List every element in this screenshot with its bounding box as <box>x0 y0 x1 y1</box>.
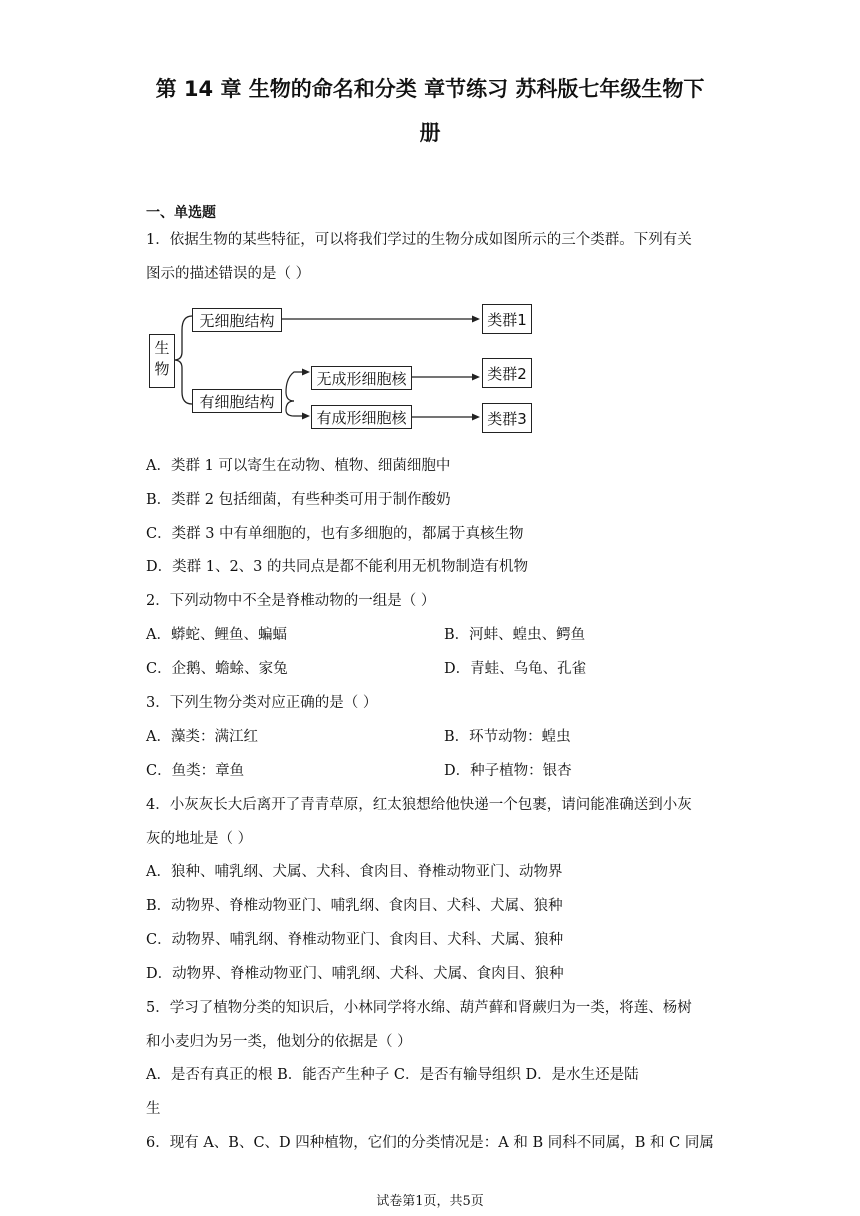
q1-option-a: A．类群 1 可以寄生在动物、植物、细菌细胞中 <box>146 458 451 474</box>
cell-brace-upper <box>286 372 302 401</box>
q4-stem-line2: 灰的地址是（ ） <box>146 831 253 847</box>
page-footer: 试卷第1页，共5页 <box>376 1194 484 1209</box>
section-heading: 一、单选题 <box>146 205 216 221</box>
q5-options-line2: 生 <box>146 1101 161 1117</box>
arrowhead-has-nucleus <box>302 413 310 420</box>
q4-option-d: D．动物界、脊椎动物亚门、哺乳纲、犬科、犬属、食肉目、狼种 <box>146 966 564 982</box>
q3-stem: 3．下列生物分类对应正确的是（ ） <box>146 695 378 711</box>
q4-stem-line1: 4．小灰灰长大后离开了青青草原，红太狼想给他快递一个包裹，请问能准确送到小灰 <box>146 797 692 813</box>
page-title-line2: 册 <box>419 121 441 145</box>
q5-options-line1: A．是否有真正的根 B．能否产生种子 C．是否有输导组织 D．是水生还是陆 <box>146 1067 639 1083</box>
q1-option-d: D．类群 1、2、3 的共同点是都不能利用无机物制造有机物 <box>146 559 529 575</box>
q2-option-a: A．蟒蛇、鲤鱼、蝙蝠 <box>146 627 287 643</box>
q1-stem-line2: 图示的描述错误的是（ ） <box>146 266 311 282</box>
page-title-line1: 第 14 章 生物的命名和分类 章节练习 苏科版七年级生物下 <box>155 77 705 101</box>
q2-option-b: B．河蚌、蝗虫、鳄鱼 <box>444 627 586 643</box>
q1-stem-line1: 1．依据生物的某些特征，可以将我们学过的生物分成如图所示的三个类群。下列有关 <box>146 232 692 248</box>
no-nucleus-box: 无成形细胞核 <box>311 366 412 390</box>
q4-option-c: C．动物界、哺乳纲、脊椎动物亚门、食肉目、犬科、犬属、狼种 <box>146 932 564 948</box>
q3-option-c: C．鱼类：章鱼 <box>146 763 245 779</box>
group1-box: 类群1 <box>482 304 532 334</box>
arrowhead-group3 <box>472 414 480 421</box>
group2-box: 类群2 <box>482 358 532 388</box>
has-cell-structure-box: 有细胞结构 <box>192 389 282 413</box>
q1-option-b: B．类群 2 包括细菌，有些种类可用于制作酸奶 <box>146 492 451 508</box>
has-nucleus-box: 有成形细胞核 <box>311 405 412 429</box>
group3-box: 类群3 <box>482 403 532 433</box>
q2-option-d: D．青蛙、乌龟、孔雀 <box>444 661 587 677</box>
q3-option-a: A．藻类：满江红 <box>146 729 258 745</box>
q5-stem-line1: 5．学习了植物分类的知识后，小林同学将水绵、葫芦藓和肾蕨归为一类，将莲、杨树 <box>146 1000 692 1016</box>
root-brace <box>174 316 192 404</box>
q2-stem: 2．下列动物中不全是脊椎动物的一组是（ ） <box>146 593 436 609</box>
classification-diagram <box>146 300 546 440</box>
q6-stem-line1: 6．现有 A、B、C、D 四种植物，它们的分类情况是：A 和 B 同科不同属，B 和 C 同属 <box>146 1135 714 1151</box>
q3-option-b: B．环节动物：蝗虫 <box>444 729 571 745</box>
root-box: 生物 <box>149 334 175 388</box>
cell-brace-lower <box>286 401 302 416</box>
q1-option-c: C．类群 3 中有单细胞的，也有多细胞的，都属于真核生物 <box>146 526 524 542</box>
q4-option-b: B．动物界、脊椎动物亚门、哺乳纲、食肉目、犬科、犬属、狼种 <box>146 898 563 914</box>
arrowhead-no-nucleus <box>302 369 310 376</box>
arrowhead-group1 <box>472 316 480 323</box>
no-cell-structure-box: 无细胞结构 <box>192 308 282 332</box>
q3-option-d: D．种子植物：银杏 <box>444 763 572 779</box>
q2-option-c: C．企鹅、蟾蜍、家兔 <box>146 661 288 677</box>
arrowhead-group2 <box>472 374 480 381</box>
q4-option-a: A．狼种、哺乳纲、犬属、犬科、食肉目、脊椎动物亚门、动物界 <box>146 864 563 880</box>
q5-stem-line2: 和小麦归为另一类，他划分的依据是（ ） <box>146 1034 412 1050</box>
